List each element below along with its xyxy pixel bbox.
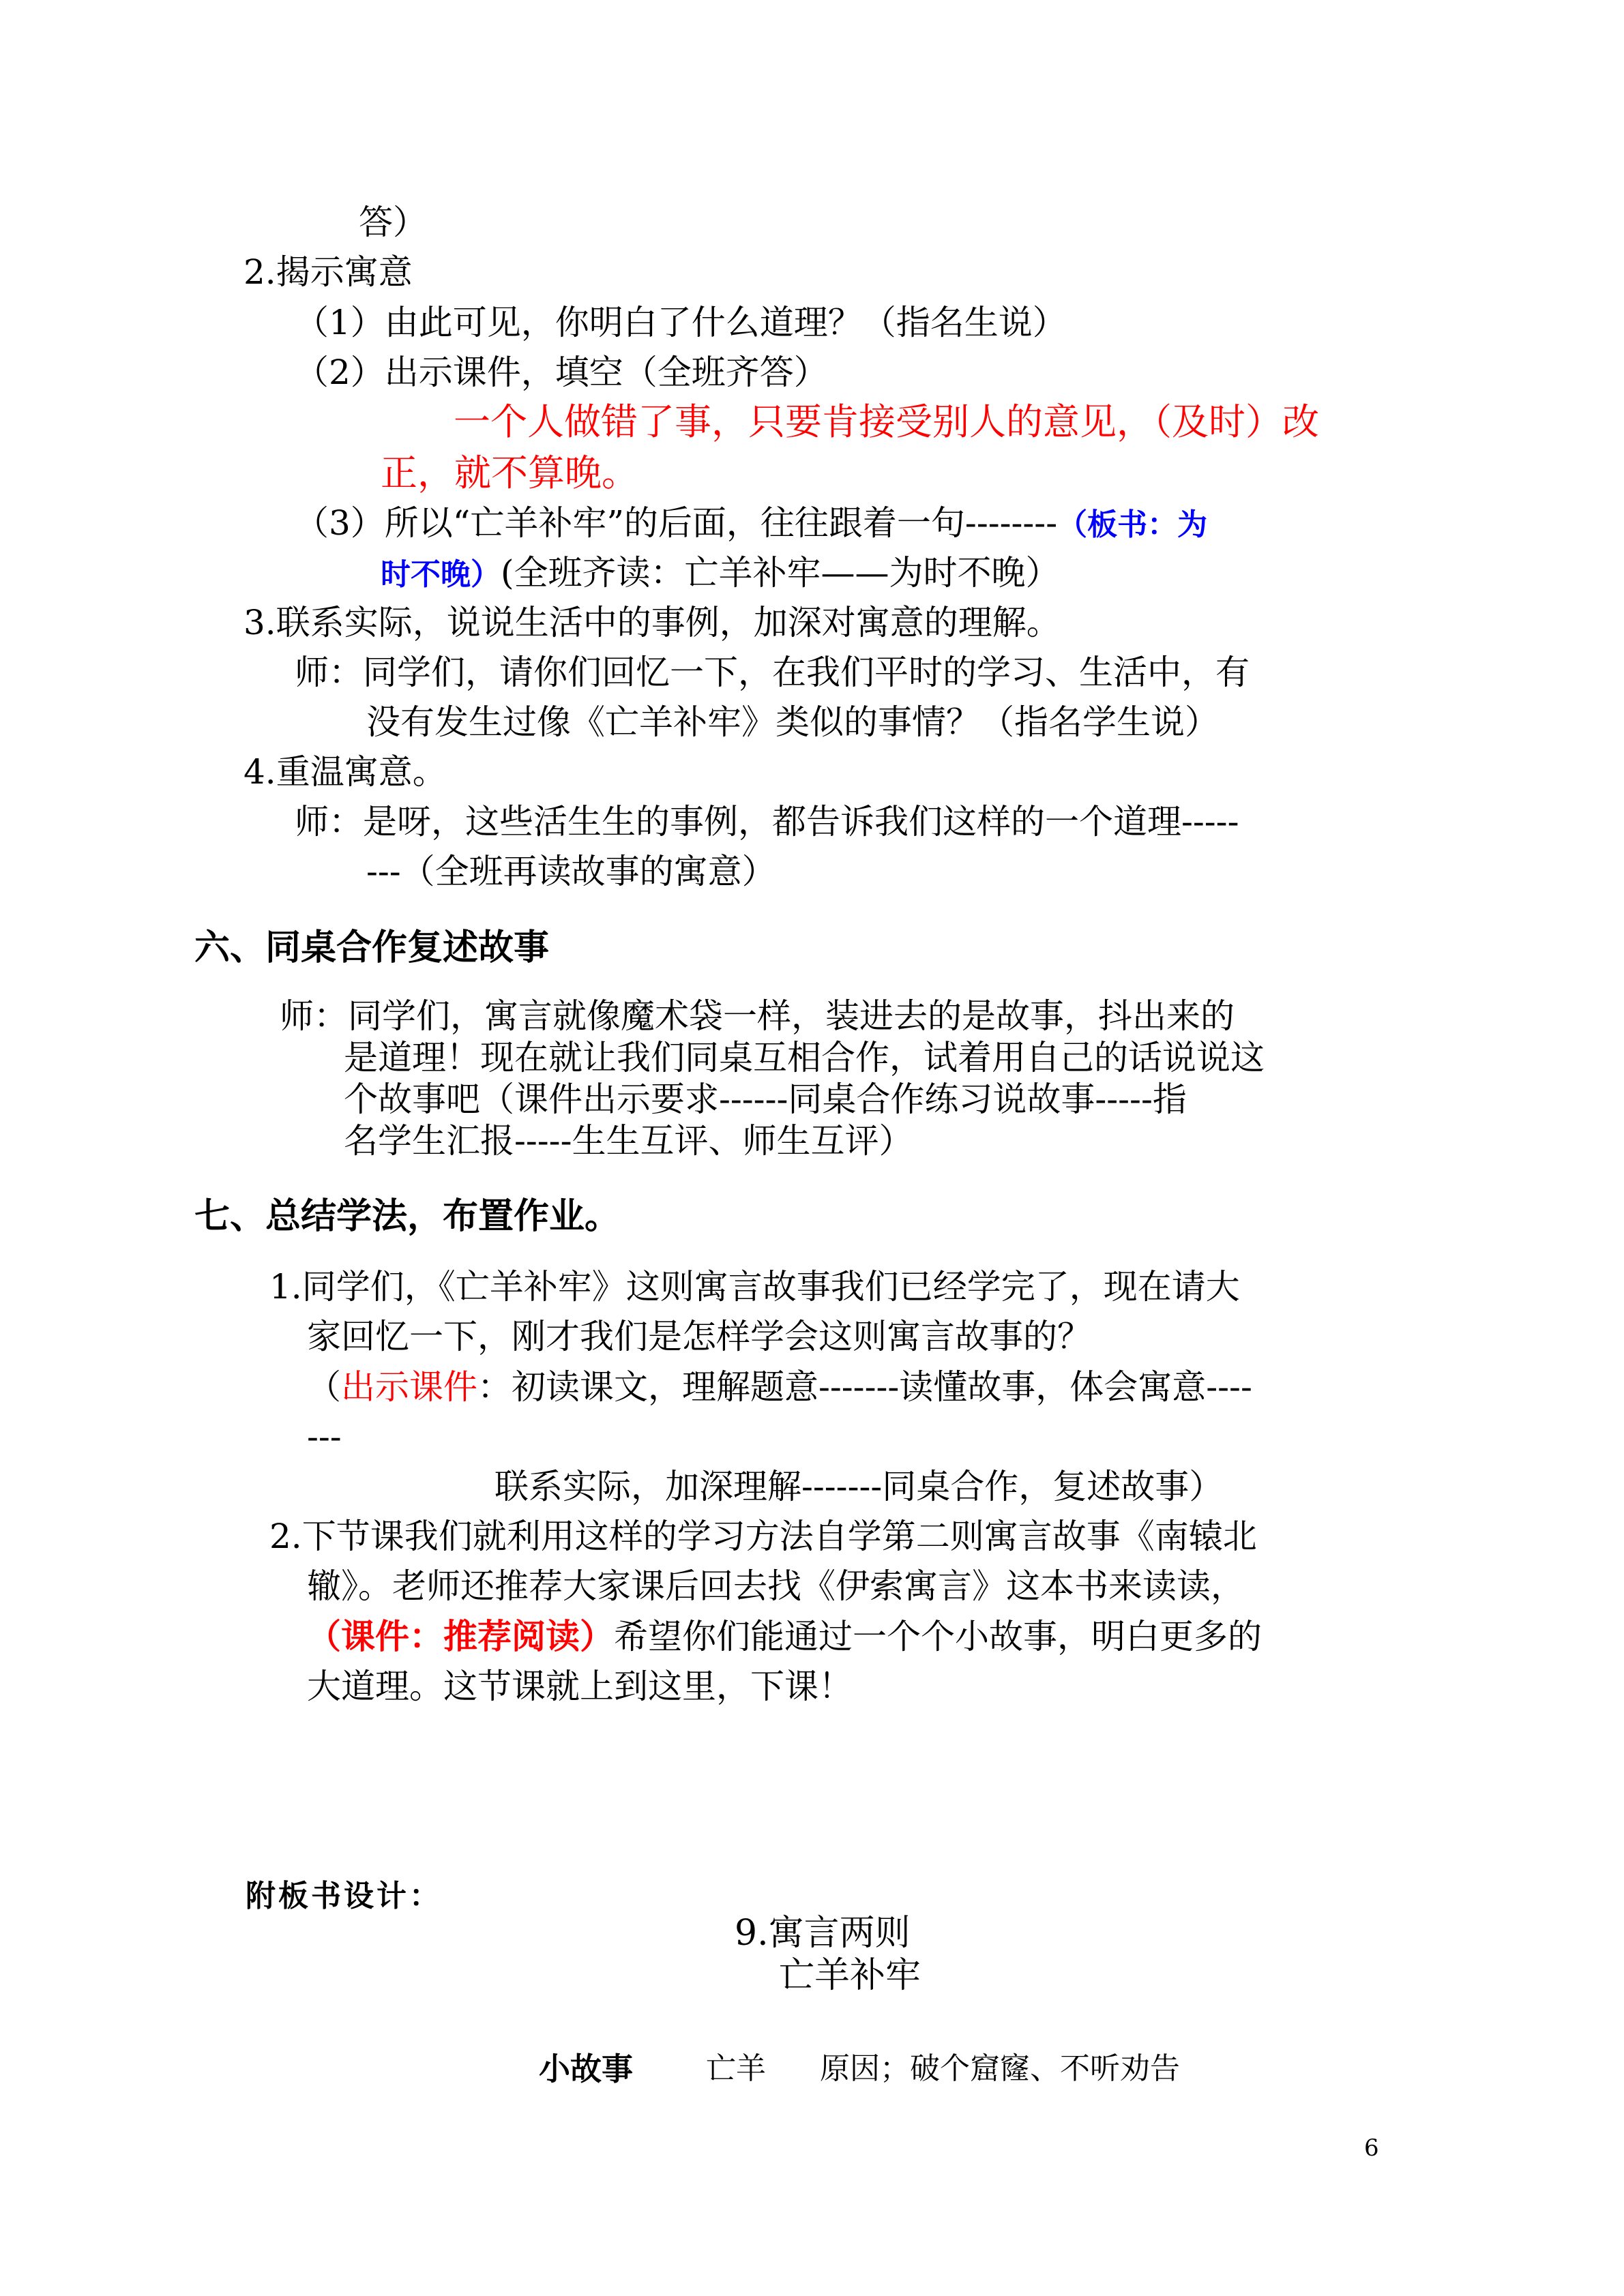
board-row-lost-sheep: 亡羊 — [706, 2051, 766, 2086]
section7-item1-line2: 家回忆一下，刚才我们是怎样学会这则寓言故事的？ — [307, 1317, 1091, 1356]
answer-line-end: 答） — [359, 203, 427, 242]
learning-steps-part1: ：初读课文，理解题意-------读懂故事，体会寓意---- — [477, 1367, 1252, 1407]
item3-teacher-line2: 没有发生过像《亡羊补牢》类似的事情？（指名学生说） — [366, 702, 1219, 742]
item3-title: 3.联系实际，说说生活中的事例，加深对寓意的理解。 — [243, 603, 1061, 642]
section6-para-line2: 是道理！现在就让我们同桌互相合作，试着用自己的话说说这 — [344, 1038, 1265, 1077]
fill-blank-line1: 一个人做错了事，只要肯接受别人的意见，（及时）改 — [454, 400, 1319, 443]
board-title: 9.寓言两则 — [735, 1913, 911, 1954]
item4-title: 4.重温寓意。 — [243, 752, 447, 792]
section7-item1-line4: --- — [307, 1417, 342, 1457]
fill-blank-line2: 正，就不算晚。 — [381, 451, 638, 494]
board-subtitle: 亡羊补牢 — [779, 1955, 921, 1996]
section7-item2-line4: 大道理。这节课就上到这里，下课！ — [307, 1667, 853, 1706]
show-courseware-label: 出示课件 — [341, 1367, 477, 1407]
section6-para-line4: 名学生汇报-----生生互评、师生互评） — [344, 1121, 913, 1161]
item2-sub3-text: （3）所以“亡羊补牢”的后面，往往跟着一句-------- — [295, 503, 1058, 543]
item2-sub2: （2）出示课件，填空（全班齐答） — [295, 353, 828, 392]
board-row-label: 小故事 — [539, 2051, 633, 2087]
item2-title: 2.揭示寓意 — [243, 252, 413, 292]
item2-sub3 — [295, 500, 1207, 548]
section7-item2-line3-rest: 希望你们能通过一个个小故事，明白更多的 — [614, 1617, 1262, 1656]
item3-teacher-line1: 师：同学们，请你们回忆一下，在我们平时的学习、生活中，有 — [295, 653, 1250, 692]
section6-para-line1: 师：同学们，寓言就像魔术袋一样，装进去的是故事，抖出来的 — [280, 996, 1235, 1036]
section7-item2-line1: 2.下节课我们就利用这样的学习方法自学第二则寓言故事《南辕北 — [269, 1517, 1257, 1556]
class-read-note: (全班齐读：亡羊补牢——为时不晚） — [501, 553, 1060, 593]
section6-heading: 六、同桌合作复述故事 — [194, 927, 550, 968]
board-row-reason: 原因；破个窟窿、不听劝告 — [820, 2051, 1180, 2086]
recommended-reading-note: （课件：推荐阅读） — [307, 1617, 614, 1656]
item4-teacher-line1: 师：是呀，这些活生生的事例，都告诉我们这样的一个道理----- — [295, 802, 1239, 841]
item4-teacher-line2: ---（全班再读故事的寓意） — [366, 852, 776, 891]
section7-item1-line5: 联系实际，加深理解-------同桌合作，复述故事） — [494, 1467, 1224, 1506]
page-number: 6 — [1364, 2134, 1379, 2162]
section7-heading: 七、总结学法，布置作业。 — [194, 1196, 621, 1237]
item2-sub1: （1）由此可见，你明白了什么道理？（指名生说） — [295, 303, 1067, 342]
board-note-part2: 时不晚） — [381, 557, 501, 592]
paren-open: （ — [307, 1367, 341, 1407]
section7-item2-line2: 辙》。老师还推荐大家课后回去找《伊索寓言》这本书来读读， — [307, 1566, 1245, 1606]
board-note-part1: （板书：为 — [1057, 507, 1208, 542]
section7-item2-line3 — [307, 1613, 1262, 1660]
item2-sub3-cont — [381, 550, 1060, 598]
section7-item1-line3 — [307, 1364, 1252, 1410]
section6-para-line3: 个故事吧（课件出示要求------同桌合作练习说故事-----指 — [344, 1079, 1187, 1119]
section7-item1-line1: 1.同学们，《亡羊补牢》这则寓言故事我们已经学完了，现在请大 — [269, 1267, 1240, 1307]
board-design-label: 附板书设计： — [246, 1879, 442, 1913]
